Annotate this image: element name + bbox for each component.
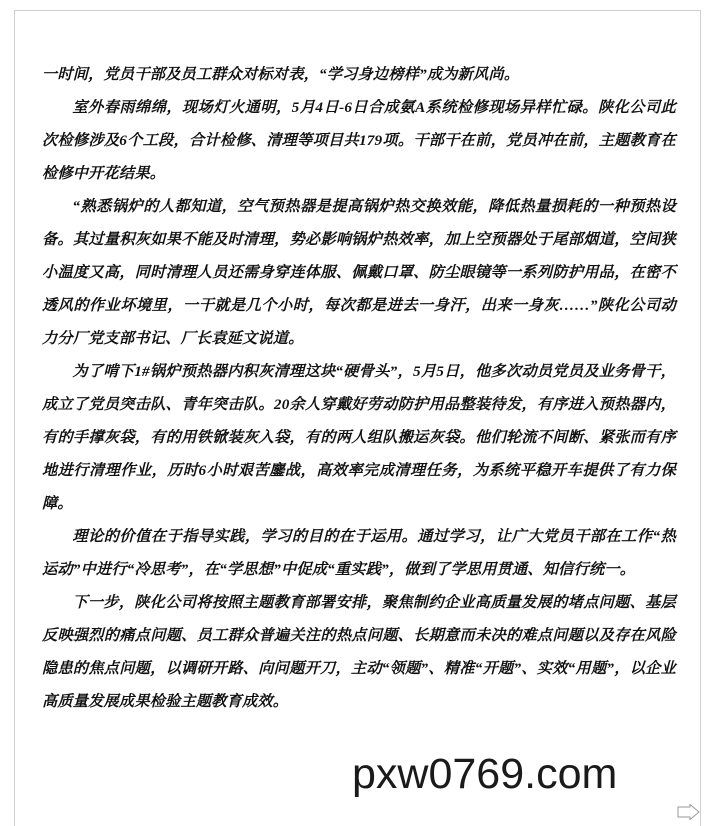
paragraph: “熟悉锅炉的人都知道，空气预热器是提高锅炉热交换效能，降低热量损耗的一种预热设备。其过量积灰如果不能及时清理，势必影响锅炉热效率，加上空预器处于尾部烟道，空间狭小温度又高，同时清理人员还需身穿连体服、佩戴口罩、防尘眼镜等一系列防护用品，在密不透风的作业坏境里，一干就是几个小时，每次都是进去一身汗，出来一身灰……”陕化公司动力分厂党支部书记、厂长袁延文说道。 [42,198,676,347]
paragraph: 下一步，陕化公司将按照主题教育部署安排，聚焦制约企业高质量发展的堵点问题、基层反映强烈的痛点问题、员工群众普遍关注的热点问题、长期意而未决的难点问题以及存在风险隐患的焦点问题，以调研开路、向问题开刀，主动“领题”、精准“开题”、实效“用题”，以企业高质量发展成果检验主题教育成效。 [42,594,676,710]
document-body [42,58,676,718]
paragraph: 一时间，党员干部及员工群众对标对表，“学习身边榜样”成为新风尚。 [42,66,520,83]
next-page-arrow-icon[interactable] [677,804,701,820]
paragraph: 理论的价值在于指导实践，学习的目的在于运用。通过学习，让广大党员干部在工作“热运动”中进行“冷思考”，在“学思想”中促成“重实践”，做到了学思用贯通、知信行统一。 [42,528,676,578]
paragraph: 室外春雨绵绵，现场灯火通明，5月4日-6日合成氨A系统检修现场异样忙碌。陕化公司此次检修涉及6个工段，合计检修、清理等项目共179项。干部干在前，党员冲在前，主题教育在检修中开花结果。 [42,99,676,182]
paragraph: 为了啃下1#锅炉预热器内积灰清理这块“硬骨头”，5月5日，他多次动员党员及业务骨干，成立了党员突击队、青年突击队。20余人穿戴好劳动防护用品整装待发，有序进入预热器内，有的手撑灰袋，有的用铁锨装灰入袋，有的两人组队搬运灰袋。他们轮流不间断、紧张而有序地进行清理作业，历时6小时艰苦鏖战，高效率完成清理任务，为系统平稳开车提供了有力保障。 [42,363,676,512]
watermark-text: pxw0769.com [352,750,618,798]
